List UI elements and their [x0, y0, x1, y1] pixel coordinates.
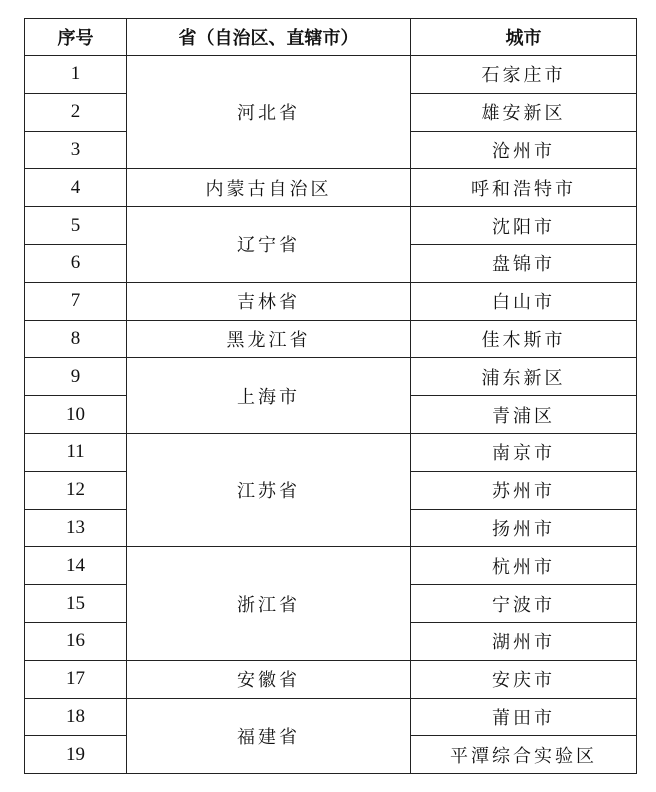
table-row: [25, 56, 637, 94]
province-cell: 江苏省: [127, 433, 411, 546]
row-index: 18: [25, 698, 127, 736]
table-row: [25, 207, 637, 245]
row-index: 5: [25, 207, 127, 245]
province-cell: 河北省: [127, 56, 411, 169]
table-row: [25, 660, 637, 698]
row-index: 6: [25, 244, 127, 282]
city-cell: 沈阳市: [411, 207, 637, 245]
city-cell: 青浦区: [411, 396, 637, 434]
city-cell: 浦东新区: [411, 358, 637, 396]
table-row: [25, 698, 637, 736]
city-cell: 苏州市: [411, 471, 637, 509]
city-cell: 湖州市: [411, 622, 637, 660]
row-index: 8: [25, 320, 127, 358]
row-index: 16: [25, 622, 127, 660]
row-index: 14: [25, 547, 127, 585]
city-cell: 石家庄市: [411, 56, 637, 94]
city-cell: 莆田市: [411, 698, 637, 736]
row-index: 19: [25, 736, 127, 774]
city-cell: 扬州市: [411, 509, 637, 547]
table-row: [25, 547, 637, 585]
province-cell: 上海市: [127, 358, 411, 434]
city-cell: 白山市: [411, 282, 637, 320]
row-index: 1: [25, 56, 127, 94]
row-index: 7: [25, 282, 127, 320]
row-index: 11: [25, 433, 127, 471]
city-cell: 安庆市: [411, 660, 637, 698]
city-cell: 佳木斯市: [411, 320, 637, 358]
row-index: 13: [25, 509, 127, 547]
row-index: 12: [25, 471, 127, 509]
row-index: 3: [25, 131, 127, 169]
header-row: [25, 19, 637, 56]
city-cell: 南京市: [411, 433, 637, 471]
table-body: [25, 56, 637, 774]
province-cell: 内蒙古自治区: [127, 169, 411, 207]
row-index: 4: [25, 169, 127, 207]
city-cell: 宁波市: [411, 585, 637, 623]
city-cell: 沧州市: [411, 131, 637, 169]
row-index: 9: [25, 358, 127, 396]
table-row: [25, 433, 637, 471]
province-cell: 吉林省: [127, 282, 411, 320]
row-index: 2: [25, 93, 127, 131]
table-row: [25, 358, 637, 396]
province-cell: 黑龙江省: [127, 320, 411, 358]
table-row: [25, 282, 637, 320]
table-row: [25, 169, 637, 207]
row-index: 17: [25, 660, 127, 698]
city-cell: 杭州市: [411, 547, 637, 585]
city-cell: 平潭综合实验区: [411, 736, 637, 774]
table-row: [25, 320, 637, 358]
city-cell: 雄安新区: [411, 93, 637, 131]
province-cell: 辽宁省: [127, 207, 411, 283]
city-cell: 盘锦市: [411, 244, 637, 282]
header-province: 省（自治区、直辖市）: [127, 19, 411, 56]
province-cell: 安徽省: [127, 660, 411, 698]
province-cell: 浙江省: [127, 547, 411, 660]
province-cell: 福建省: [127, 698, 411, 774]
header-index: 序号: [25, 19, 127, 56]
row-index: 15: [25, 585, 127, 623]
city-cell: 呼和浩特市: [411, 169, 637, 207]
city-table: [24, 18, 637, 774]
header-city: 城市: [411, 19, 637, 56]
row-index: 10: [25, 396, 127, 434]
